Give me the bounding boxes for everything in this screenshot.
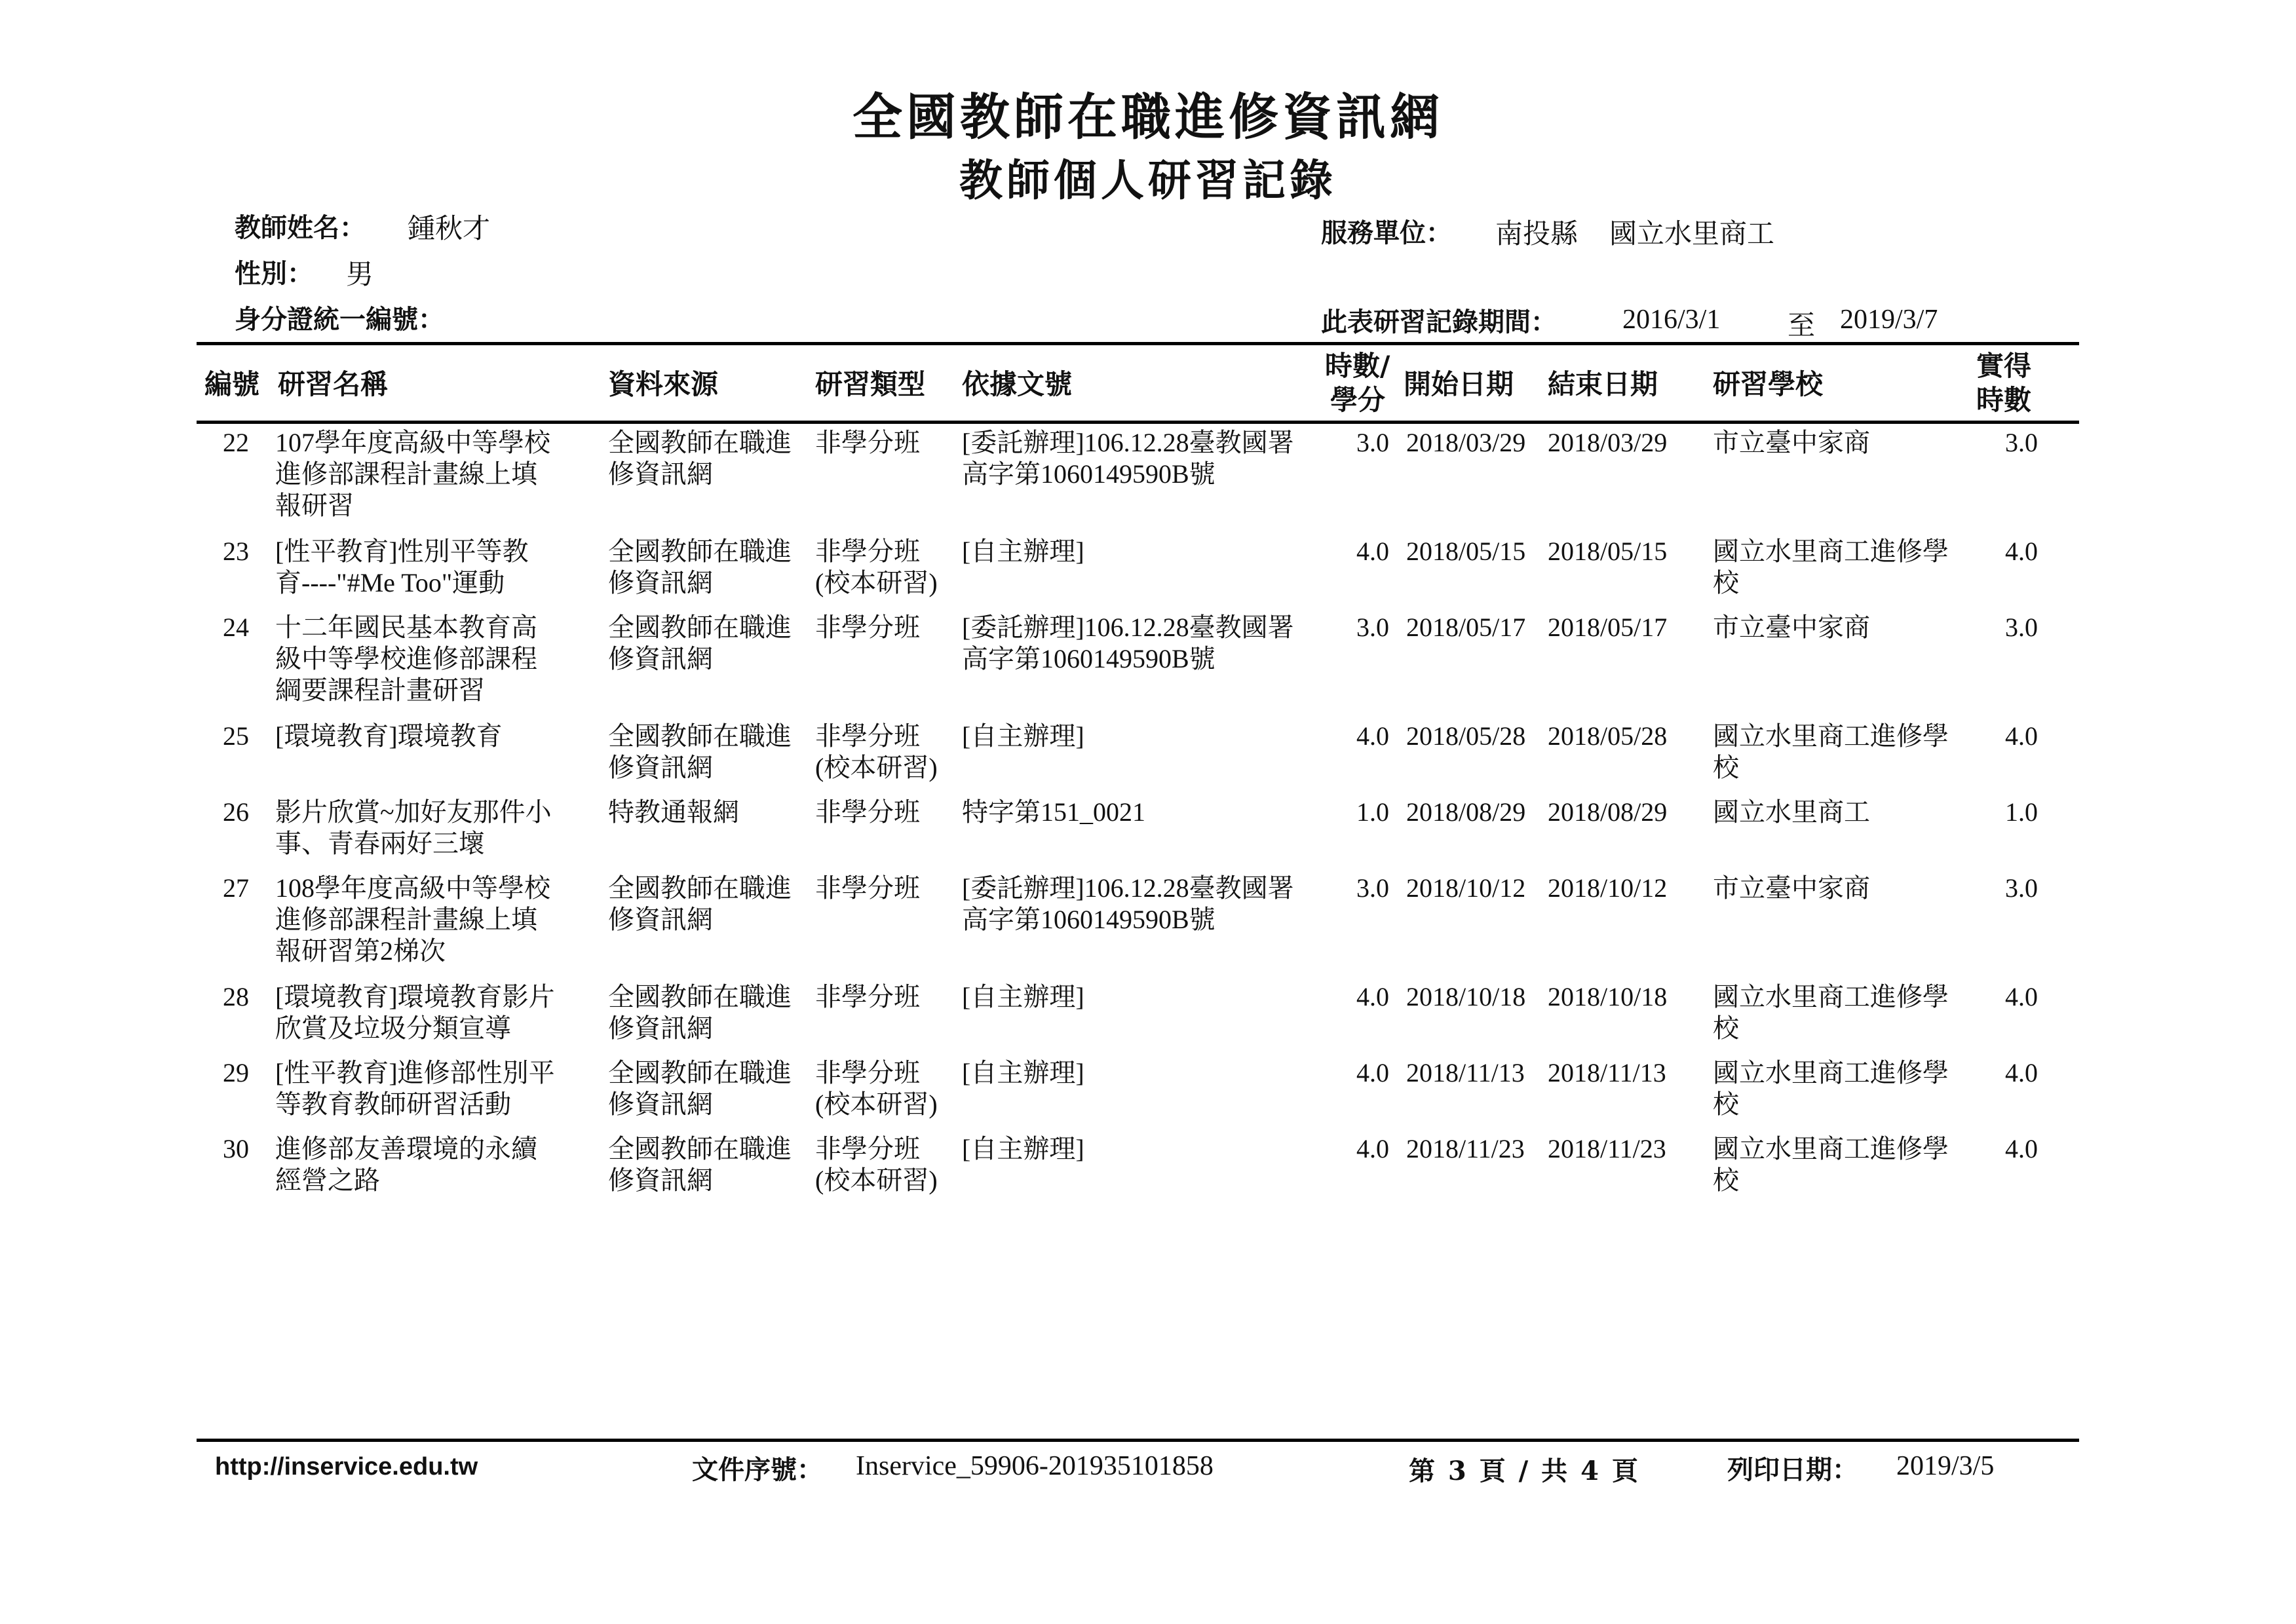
cell-no: 29 bbox=[223, 1058, 249, 1087]
cell-hours: 4.0 bbox=[1356, 982, 1389, 1011]
cell-school: 國立水里商工 bbox=[1713, 797, 1870, 827]
cell-school: 國立水里商工進修學 校 bbox=[1713, 537, 1949, 597]
col-header-actual-2: 時數 bbox=[1976, 384, 2032, 416]
cell-school: 市立臺中家商 bbox=[1713, 613, 1870, 642]
cell-hours: 4.0 bbox=[1356, 1134, 1389, 1163]
page-subtitle: 教師個人研習記錄 bbox=[959, 155, 1337, 206]
cell-start-date: 2018/05/28 bbox=[1406, 721, 1526, 751]
cell-name: [性平教育]性別平等教 育----"#Me Too"運動 bbox=[275, 537, 529, 597]
cell-doc: [委託辦理]106.12.28臺教國署 高字第1060149590B號 bbox=[962, 613, 1294, 673]
cell-actual-hours: 3.0 bbox=[2005, 428, 2038, 457]
footer-doc-no-label: 文件序號： bbox=[692, 1455, 823, 1485]
cell-end-date: 2018/10/18 bbox=[1548, 982, 1668, 1011]
cell-end-date: 2018/08/29 bbox=[1548, 797, 1668, 827]
cell-school: 國立水里商工進修學 校 bbox=[1713, 721, 1949, 782]
cell-name: [環境教育]環境教育 bbox=[275, 721, 503, 751]
cell-source: 全國教師在職進 修資訊網 bbox=[608, 721, 792, 782]
cell-school: 國立水里商工進修學 校 bbox=[1713, 982, 1949, 1043]
cell-name: 108學年度高級中等學校 進修部課程計畫線上填 報研習第2梯次 bbox=[275, 873, 550, 966]
cell-school: 國立水里商工進修學 校 bbox=[1713, 1134, 1949, 1195]
cell-type: 非學分班 (校本研習) bbox=[815, 537, 938, 597]
cell-actual-hours: 4.0 bbox=[2005, 1134, 2038, 1163]
cell-source: 全國教師在職進 修資訊網 bbox=[608, 1058, 792, 1119]
cell-type: 非學分班 (校本研習) bbox=[815, 721, 938, 782]
table-header-rule bbox=[197, 421, 2079, 424]
cell-name: [環境教育]環境教育影片 欣賞及垃圾分類宣導 bbox=[275, 982, 555, 1043]
table-top-rule bbox=[197, 342, 2079, 345]
cell-type: 非學分班 bbox=[815, 873, 920, 903]
cell-doc: [自主辦理] bbox=[962, 721, 1084, 751]
cell-actual-hours: 4.0 bbox=[2005, 721, 2038, 751]
footer-page-number: 第 3 頁 / 共 4 頁 bbox=[1409, 1456, 1640, 1486]
record-period-from: 2016/3/1 bbox=[1622, 305, 1721, 335]
cell-end-date: 2018/05/28 bbox=[1548, 721, 1668, 751]
teacher-name-label: 教師姓名： bbox=[235, 213, 366, 243]
gender-label: 性別： bbox=[235, 259, 313, 289]
cell-school: 國立水里商工進修學 校 bbox=[1713, 1058, 1949, 1119]
cell-source: 全國教師在職進 修資訊網 bbox=[608, 537, 792, 597]
service-unit-county: 南投縣 bbox=[1495, 219, 1578, 250]
cell-doc: [自主辦理] bbox=[962, 1058, 1084, 1087]
footer-rule bbox=[197, 1439, 2079, 1442]
gender-value: 男 bbox=[346, 260, 374, 290]
record-period-label: 此表研習記錄期間： bbox=[1321, 307, 1557, 337]
cell-actual-hours: 3.0 bbox=[2005, 613, 2038, 642]
cell-doc: [自主辦理] bbox=[962, 537, 1084, 566]
id-number-label: 身分證統一編號： bbox=[235, 305, 444, 335]
cell-no: 26 bbox=[223, 797, 249, 827]
cell-no: 23 bbox=[223, 537, 249, 566]
cell-end-date: 2018/10/12 bbox=[1548, 873, 1668, 903]
cell-no: 22 bbox=[223, 428, 249, 457]
footer-print-date: 2019/3/5 bbox=[1896, 1451, 1995, 1481]
cell-type: 非學分班 bbox=[815, 428, 920, 457]
cell-no: 30 bbox=[223, 1134, 249, 1163]
cell-start-date: 2018/08/29 bbox=[1406, 797, 1526, 827]
record-period-to-label: 至 bbox=[1788, 311, 1816, 341]
col-header-source: 資料來源 bbox=[608, 368, 719, 400]
cell-source: 全國教師在職進 修資訊網 bbox=[608, 982, 792, 1043]
cell-hours: 3.0 bbox=[1356, 428, 1389, 457]
footer-print-date-label: 列印日期： bbox=[1727, 1455, 1858, 1485]
cell-doc: 特字第151_0021 bbox=[962, 797, 1145, 827]
cell-source: 全國教師在職進 修資訊網 bbox=[608, 1134, 792, 1195]
cell-start-date: 2018/11/23 bbox=[1406, 1134, 1525, 1163]
cell-source: 特教通報網 bbox=[608, 797, 739, 827]
cell-hours: 3.0 bbox=[1356, 613, 1389, 642]
service-unit-label: 服務單位： bbox=[1321, 218, 1452, 248]
cell-doc: [委託辦理]106.12.28臺教國署 高字第1060149590B號 bbox=[962, 428, 1294, 489]
col-header-no: 編號 bbox=[204, 368, 260, 400]
cell-end-date: 2018/05/15 bbox=[1548, 537, 1668, 566]
cell-start-date: 2018/03/29 bbox=[1406, 428, 1526, 457]
cell-type: 非學分班 (校本研習) bbox=[815, 1058, 938, 1119]
cell-type: 非學分班 bbox=[815, 982, 920, 1011]
cell-start-date: 2018/10/18 bbox=[1406, 982, 1526, 1011]
cell-actual-hours: 3.0 bbox=[2005, 873, 2038, 903]
cell-hours: 1.0 bbox=[1356, 797, 1389, 827]
cell-no: 27 bbox=[223, 873, 249, 903]
cell-doc: [自主辦理] bbox=[962, 982, 1084, 1011]
cell-type: 非學分班 (校本研習) bbox=[815, 1134, 938, 1195]
cell-type: 非學分班 bbox=[815, 613, 920, 642]
page-title: 全國教師在職進修資訊網 bbox=[852, 88, 1444, 146]
cell-actual-hours: 1.0 bbox=[2005, 797, 2038, 827]
cell-name: 影片欣賞~加好友那件小 事、青春兩好三壞 bbox=[275, 797, 552, 858]
cell-end-date: 2018/03/29 bbox=[1548, 428, 1668, 457]
cell-start-date: 2018/10/12 bbox=[1406, 873, 1526, 903]
cell-end-date: 2018/05/17 bbox=[1548, 613, 1668, 642]
col-header-actual-1: 實得 bbox=[1976, 350, 2032, 382]
cell-no: 28 bbox=[223, 982, 249, 1011]
cell-doc: [委託辦理]106.12.28臺教國署 高字第1060149590B號 bbox=[962, 873, 1294, 934]
col-header-start: 開始日期 bbox=[1404, 368, 1514, 400]
cell-hours: 4.0 bbox=[1356, 537, 1389, 566]
cell-doc: [自主辦理] bbox=[962, 1134, 1084, 1163]
cell-actual-hours: 4.0 bbox=[2005, 982, 2038, 1011]
cell-name: 107學年度高級中等學校 進修部課程計畫線上填 報研習 bbox=[275, 428, 550, 520]
cell-type: 非學分班 bbox=[815, 797, 920, 827]
record-period-to: 2019/3/7 bbox=[1840, 305, 1938, 335]
cell-name: [性平教育]進修部性別平 等教育教師研習活動 bbox=[275, 1058, 555, 1119]
cell-source: 全國教師在職進 修資訊網 bbox=[608, 873, 792, 934]
col-header-end: 結束日期 bbox=[1548, 368, 1658, 400]
col-header-hours-2: 學分 bbox=[1330, 384, 1386, 416]
cell-actual-hours: 4.0 bbox=[2005, 537, 2038, 566]
cell-start-date: 2018/05/15 bbox=[1406, 537, 1526, 566]
cell-school: 市立臺中家商 bbox=[1713, 428, 1870, 457]
cell-end-date: 2018/11/13 bbox=[1548, 1058, 1666, 1087]
cell-start-date: 2018/11/13 bbox=[1406, 1058, 1525, 1087]
cell-hours: 4.0 bbox=[1356, 1058, 1389, 1087]
cell-end-date: 2018/11/23 bbox=[1548, 1134, 1666, 1163]
col-header-doc: 依據文號 bbox=[962, 368, 1073, 400]
col-header-hours-1: 時數/ bbox=[1325, 350, 1390, 382]
cell-school: 市立臺中家商 bbox=[1713, 873, 1870, 903]
cell-hours: 4.0 bbox=[1356, 721, 1389, 751]
footer-doc-no: Inservice_59906-201935101858 bbox=[856, 1451, 1214, 1481]
col-header-name: 研習名稱 bbox=[278, 368, 389, 400]
cell-no: 25 bbox=[223, 721, 249, 751]
cell-no: 24 bbox=[223, 613, 249, 642]
cell-source: 全國教師在職進 修資訊網 bbox=[608, 613, 792, 673]
footer-url: http://inservice.edu.tw bbox=[215, 1453, 478, 1481]
cell-name: 進修部友善環境的永續 經營之路 bbox=[275, 1134, 537, 1195]
col-header-type: 研習類型 bbox=[815, 368, 926, 400]
cell-source: 全國教師在職進 修資訊網 bbox=[608, 428, 792, 489]
service-unit-school: 國立水里商工 bbox=[1609, 219, 1775, 250]
cell-hours: 3.0 bbox=[1356, 873, 1389, 903]
col-header-school: 研習學校 bbox=[1713, 368, 1824, 400]
cell-actual-hours: 4.0 bbox=[2005, 1058, 2038, 1087]
teacher-name: 鍾秋才 bbox=[408, 214, 491, 244]
cell-name: 十二年國民基本教育高 級中等學校進修部課程 綱要課程計畫研習 bbox=[275, 613, 537, 705]
cell-start-date: 2018/05/17 bbox=[1406, 613, 1526, 642]
